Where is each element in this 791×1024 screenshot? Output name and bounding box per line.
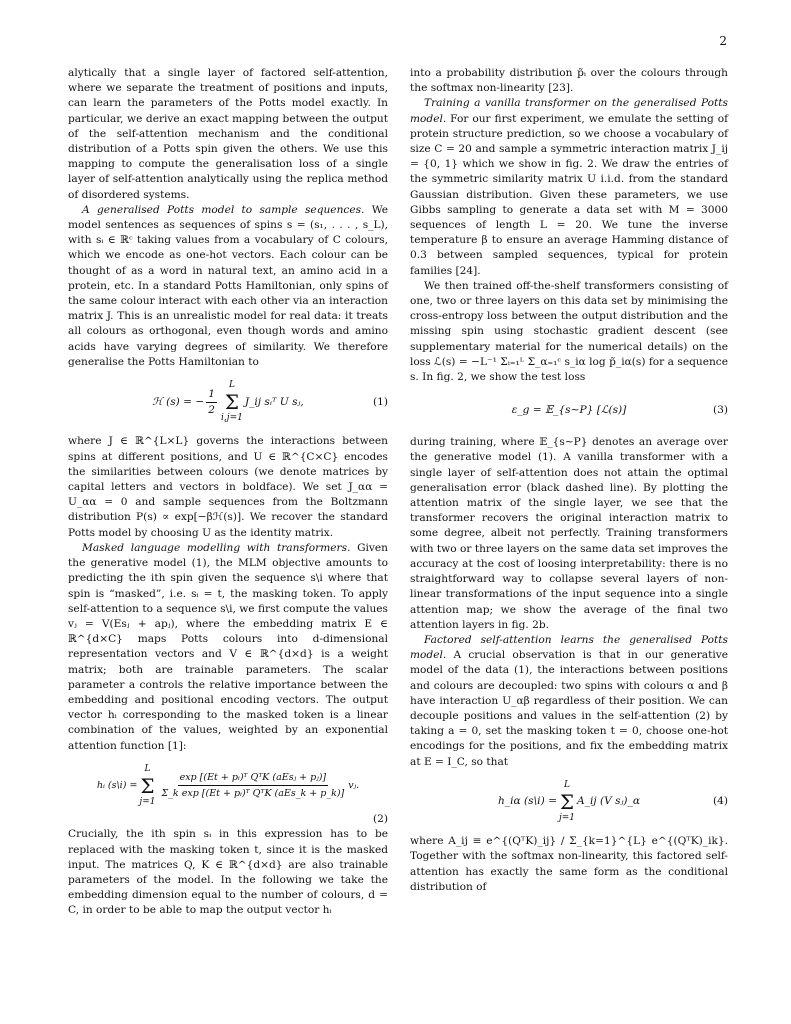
sum-lower: i,j=1 bbox=[221, 413, 243, 424]
paragraph: during training, where 𝔼_{s∼P} denotes an average over the generative model (1). A vanilla transformer with a single layer of self-attention does not attain the optimal generalisation error (black dashed line). By plotting the attention matrix of the single layer, we see that the transformer recovers the original interaction matrix to some degree, albeit not perfectly. Training transformers with two or three layers on the same data set improves the accuracy at the cost of loosing interpretability: there is no straightforward way to collapse several layers of non-linear transformations of the input sequence into a single attention map; we show the average of the final two attention layers in fig. 2b. bbox=[410, 436, 728, 631]
paragraph-text: A crucial observation is that in our generative model of the data (1), the interactions between positions and colours are decoupled: two spins with colours α and β have interaction U_αβ regardless of their position. We can decouple positions and values in the self-attention (2) by taking a = 0, set the masking token t = 0, choose one-hot encodings for the positions, and fix the embedding matrix at E = I_C, so that bbox=[410, 649, 728, 768]
paragraph-training bbox=[410, 96, 728, 278]
equation-number: (4) bbox=[712, 795, 728, 808]
fraction bbox=[206, 387, 217, 418]
denominator: 2 bbox=[208, 403, 216, 416]
paragraph-factored bbox=[410, 633, 728, 770]
equation-rhs: A_ij (V sⱼ)_α bbox=[577, 795, 640, 808]
section-heading: Masked language modelling with transformers. bbox=[82, 541, 351, 554]
equation-lhs: hᵢ (s\i) = bbox=[96, 780, 138, 792]
equation-rhs: vⱼ. bbox=[348, 780, 360, 792]
equation-2 bbox=[68, 762, 388, 810]
sum-upper: L bbox=[144, 763, 151, 774]
equation-number: (1) bbox=[372, 395, 388, 408]
paragraph: where A_ij ≡ e^{(QᵀK)_ij} / Σ_{k=1}^{L} e^{(QᵀK)_ik}. Together with the softmax non-linearity, this factored self-attention has exactly the same form as the conditional distribution of bbox=[410, 835, 728, 893]
sum-upper: L bbox=[228, 380, 235, 391]
equation-1 bbox=[68, 378, 388, 426]
sum-symbol: L Σ i,j=1 bbox=[221, 378, 243, 426]
denominator: Σ_k exp [(Et + pᵢ)ᵀ QᵀK (aEs_k + p_k)] bbox=[161, 788, 345, 800]
paragraph: alytically that a single layer of factored self-attention, where we separate the treatment of positions and inputs, can learn the parameters of the Potts model exactly. In particular, we derive an exact mapping between the output of the self-attention mechanism and the conditional distribution of a Potts spin given the others. We use this mapping to compute the generalisation loss of a single layer of self-attention analytically using the replica method of disordered systems. bbox=[68, 67, 388, 201]
paragraph-potts-model bbox=[68, 203, 388, 370]
equation-lhs: ℋ (s) = − bbox=[152, 395, 205, 408]
paragraph-text: For our first experiment, we emulate the setting of protein structure prediction, so we choose a vocabulary of size C = 20 and sample a symmetric interaction matrix J_ij = {0, 1} which we show in fig. 2. We draw the entries of the symmetric similarity matrix U i.i.d. from the standard Gaussian distribution. Given these parameters, we use Gibbs sampling to generate a data set with M = 3000 sequences of length L = 20. We tune the inverse temperature β to ensure an average Hamming distance of 0.3 between sampled sequences, typical for protein families [24]. bbox=[410, 112, 728, 277]
right-column bbox=[410, 66, 728, 895]
numerator: 1 bbox=[206, 387, 217, 403]
sum-symbol: L Σ j=1 bbox=[559, 778, 575, 826]
numerator: exp [(Et + pᵢ)ᵀ QᵀK (aEsⱼ + pⱼ)] bbox=[178, 770, 329, 786]
sum-symbol: L Σ j=1 bbox=[139, 762, 155, 810]
paragraph: into a probability distribution p̃ᵢ over the colours through the softmax non-linearity [23]. bbox=[410, 67, 728, 95]
equation-number: (2) bbox=[372, 813, 388, 826]
equation-lhs: h_iα (s\i) = bbox=[498, 795, 557, 808]
paragraph-text: We model sentences as sequences of spins s = (s₁, . . . , s_L), with sᵢ ∈ ℝᶜ taking values from a vocabulary of C colours, which we encode as one-hot vectors. Each colour can be thought of as a word in natural text, an amino acid in a protein, etc. In a standard Potts Hamiltonian, only spins of the same colour interact with each other via an interaction matrix J. This is an unrealistic model for real data: it treats all colours as orthogonal, even though words and amino acids have varying degrees of similarity. We therefore generalise the Potts Hamiltonian to bbox=[68, 203, 389, 368]
fraction bbox=[159, 770, 346, 801]
sum-upper: L bbox=[563, 779, 570, 790]
section-heading: Factored self-attention learns the generalised Potts model. bbox=[410, 633, 728, 662]
equation-number: (3) bbox=[712, 403, 728, 416]
sum-lower: j=1 bbox=[139, 796, 156, 807]
equation-3 bbox=[410, 393, 728, 427]
section-heading: Training a vanilla transformer on the generalised Potts model. bbox=[410, 97, 728, 125]
paragraph: Crucially, the ith spin sᵢ in this expression has to be replaced with the masking token t, since it is the masked input. The matrices Q, K ∈ ℝ^{d×d} are also trainable parameters of the model. In the following we take the embedding dimension equal to the number of colours, d = C, in order to be able to map the output vector hᵢ bbox=[68, 828, 388, 917]
sum-lower: j=1 bbox=[558, 812, 576, 823]
paragraph-mlm bbox=[68, 541, 388, 754]
paragraph: where J ∈ ℝ^{L×L} governs the interactions between spins at different positions, and U ∈ ℝ^{C×C} encodes the similarities between colours (we denote matrices by capital letters and vectors in boldface). We set J_αα = U_αα = 0 and sample sequences from the Boltzmann distribution P(s) ∝ exp[−βℋ(s)]. We recover the standard Potts model by choosing U as the identity matrix. bbox=[68, 435, 388, 539]
equation-rhs: J_ij sᵢᵀ U sⱼ, bbox=[244, 395, 304, 408]
equation-number-row bbox=[68, 812, 388, 827]
equation-4 bbox=[410, 778, 728, 826]
section-heading: A generalised Potts model to sample sequences. bbox=[82, 203, 365, 216]
paragraph: We then trained off-the-shelf transformers consisting of one, two or three layers on this data set by minimising the cross-entropy loss between the output distribution and the missing spin using stochastic gradient descent (see supplementary material for the numerical details) on the loss ℒ(s) = −L⁻¹ Σᵢ₌₁ᴸ Σ_α₌₁ᶜ s_iα log p̃_iα(s) for a sequence s. In fig. 2, we show the test loss bbox=[410, 279, 728, 384]
page-number: 2 bbox=[719, 34, 727, 48]
equation-body: ε_g = 𝔼_{s∼P} [ℒ(s)] bbox=[511, 403, 627, 416]
left-column bbox=[68, 66, 388, 919]
paragraph-text: Given the generative model (1), the MLM objective amounts to predicting the ith spin given the sequence s\i where that spin is “masked”, i.e. sᵢ = t, the masking token. To apply self-attention to a sequence s\i, we first compute the values vⱼ = V(Esⱼ + apⱼ), where the embedding matrix E ∈ ℝ^{d×C} maps Potts colours into d-dimensional representation vectors and V ∈ ℝ^{d×d} is a weight matrix; both are trainable parameters. The scalar parameter a controls the relative importance between the embedding and positional encoding vectors. The output vector hᵢ corresponding to the masked token is a linear combination of the values, weighted by an exponential attention function [1]: bbox=[68, 541, 388, 752]
